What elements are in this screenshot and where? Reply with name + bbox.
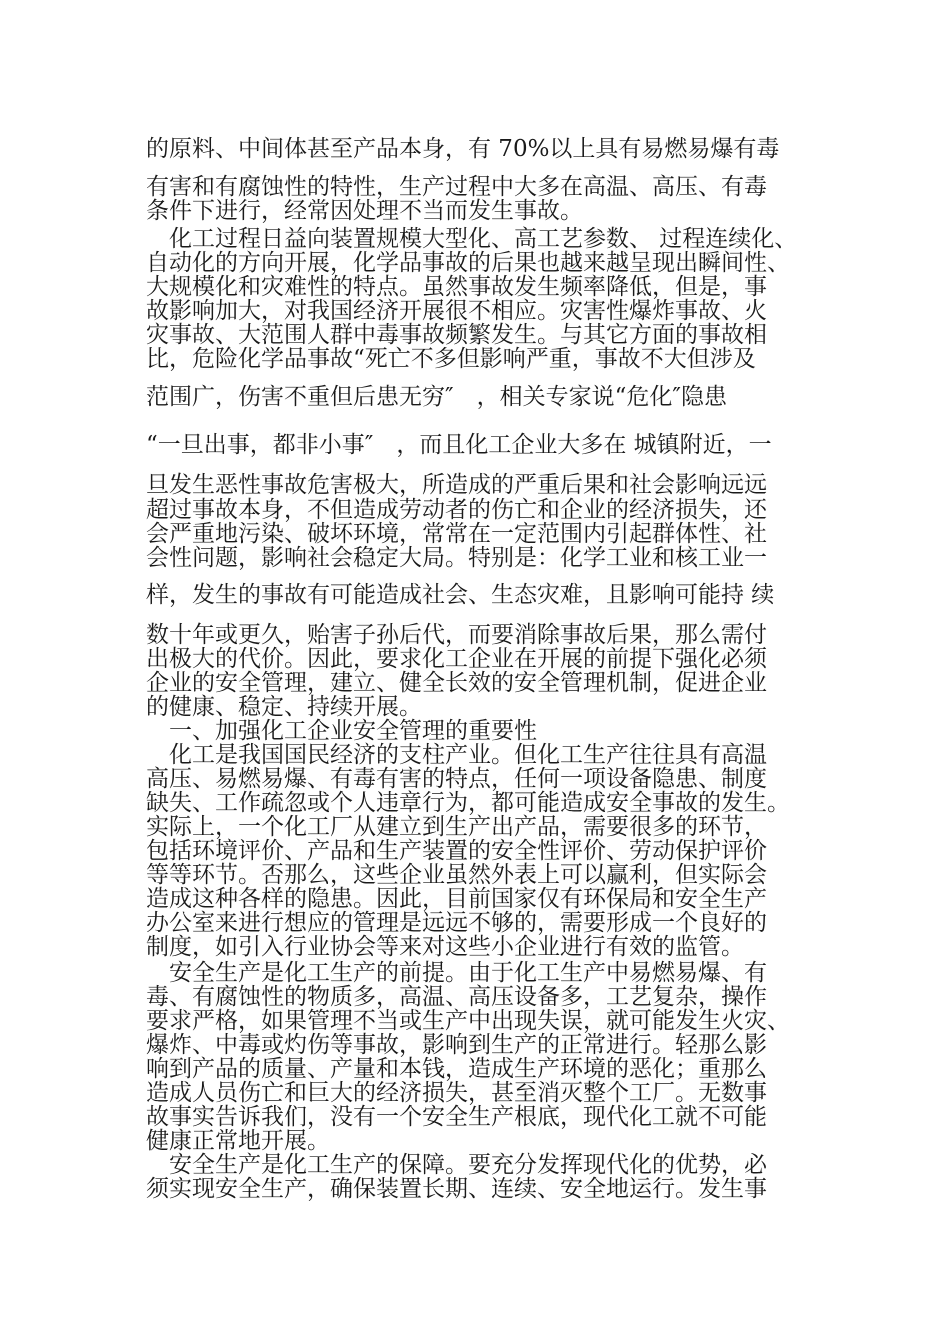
text-line: 安全生产是化工生产的保障。要充分发挥现代化的优势，必	[146, 1152, 767, 1178]
text-line: 等等环节。否那么，这些企业虽然外表上可以赢利，但实际会	[146, 862, 767, 888]
text-line: 故事实告诉我们，没有一个安全生产根底，现代化工就不可能	[146, 1104, 767, 1130]
text-line: 比，危险化学品事故“死亡不多但影响严重，事故不大但涉及	[146, 346, 756, 372]
text-line: 的健康、稳定、持续开展。	[146, 694, 422, 720]
text-line: 自动化的方向开展，化学品事故的后果也越来越呈现出瞬间性、	[146, 250, 790, 276]
text-line: 会严重地污染、破坏环境，常常在一定范围内引起群体性、社	[146, 521, 767, 547]
text-line: 数十年或更久，贻害子孙后代，而要消除事故后果，那么需付	[146, 622, 767, 648]
text-line: 出极大的代价。因此，要求化工企业在开展的前提下强化必须	[146, 646, 767, 672]
text-line: 缺失、工作疏忽或个人违章行为，都可能造成安全事故的发生。	[146, 790, 790, 816]
text-line: 安全生产是化工生产的前提。由于化工生产中易燃易爆、有	[146, 960, 767, 986]
text-line: 大规模化和灾难性的特点。虽然事故发生频率降低，但是，事	[146, 274, 767, 300]
text-line: 故影响加大，对我国经济开展很不相应。灾害性爆炸事故、火	[146, 298, 767, 324]
text-line: 包括环境评价、产品和生产装置的安全性评价、劳动保护评价	[146, 838, 767, 864]
text-line: 响到产品的质量、产量和本钱，造成生产环境的恶化；重那么	[146, 1056, 767, 1082]
text-line: 制度，如引入行业协会等来对这些小企业进行有效的监管。	[146, 934, 744, 960]
text-line: 化工过程日益向装置规模大型化、高工艺参数、 过程连续化、	[146, 226, 798, 252]
text-line: 办公室来进行想应的管理是远远不够的，需要形成一个良好的	[146, 910, 767, 936]
text-line: 须实现安全生产，确保装置长期、连续、安全地运行。发生事	[146, 1176, 767, 1202]
text-line: “一旦出事，都非小事″ ，而且化工企业大多在 城镇附近，一	[146, 432, 772, 458]
text-line: 范围广，伤害不重但后患无穷″ ，相关专家说“危化″隐患	[146, 384, 727, 410]
text-line: 要求严格，如果管理不当或生产中出现失误，就可能发生火灾、	[146, 1008, 790, 1034]
text-line: 健康正常地开展。	[146, 1128, 330, 1154]
text-line: 会性问题，影响社会稳定大局。特别是：化学工业和核工业一	[146, 545, 767, 571]
text-line: 毒、有腐蚀性的物质多，高温、高压设备多，工艺复杂，操作	[146, 984, 767, 1010]
section-heading: 一、加强化工企业安全管理的重要性	[146, 718, 537, 744]
text-line: 超过事故本身，不但造成劳动者的伤亡和企业的经济损失，还	[146, 497, 767, 523]
text-line: 造成这种各样的隐患。因此，目前国家仅有环保局和安全生产	[146, 886, 767, 912]
text-line: 企业的安全管理，建立、健全长效的安全管理机制，促进企业	[146, 670, 767, 696]
text-line: 有害和有腐蚀性的特性，生产过程中大多在高温、高压、有毒	[146, 174, 767, 200]
text-line: 的原料、中间体甚至产品本身，有 70%以上具有易燃易爆有毒	[146, 136, 780, 162]
text-line: 条件下进行，经常因处理不当而发生事故。	[146, 198, 583, 224]
text-line: 化工是我国国民经济的支柱产业。但化工生产往往具有高温	[146, 742, 767, 768]
text-line: 样，发生的事故有可能造成社会、生态灾难，且影响可能持 续	[146, 582, 775, 608]
text-line: 造成人员伤亡和巨大的经济损失，甚至消灭整个工厂。无数事	[146, 1080, 767, 1106]
text-line: 高压、易燃易爆、有毒有害的特点，任何一项设备隐患、制度	[146, 766, 767, 792]
text-line: 旦发生恶性事故危害极大，所造成的严重后果和社会影响远远	[146, 472, 767, 498]
text-line: 爆炸、中毒或灼伤等事故，影响到生产的正常进行。轻那么影	[146, 1032, 767, 1058]
text-line: 实际上，一个化工厂从建立到生产出产品，需要很多的环节，	[146, 814, 767, 840]
text-line: 灾事故、大范围人群中毒事故频繁发生。与其它方面的事故相	[146, 322, 767, 348]
